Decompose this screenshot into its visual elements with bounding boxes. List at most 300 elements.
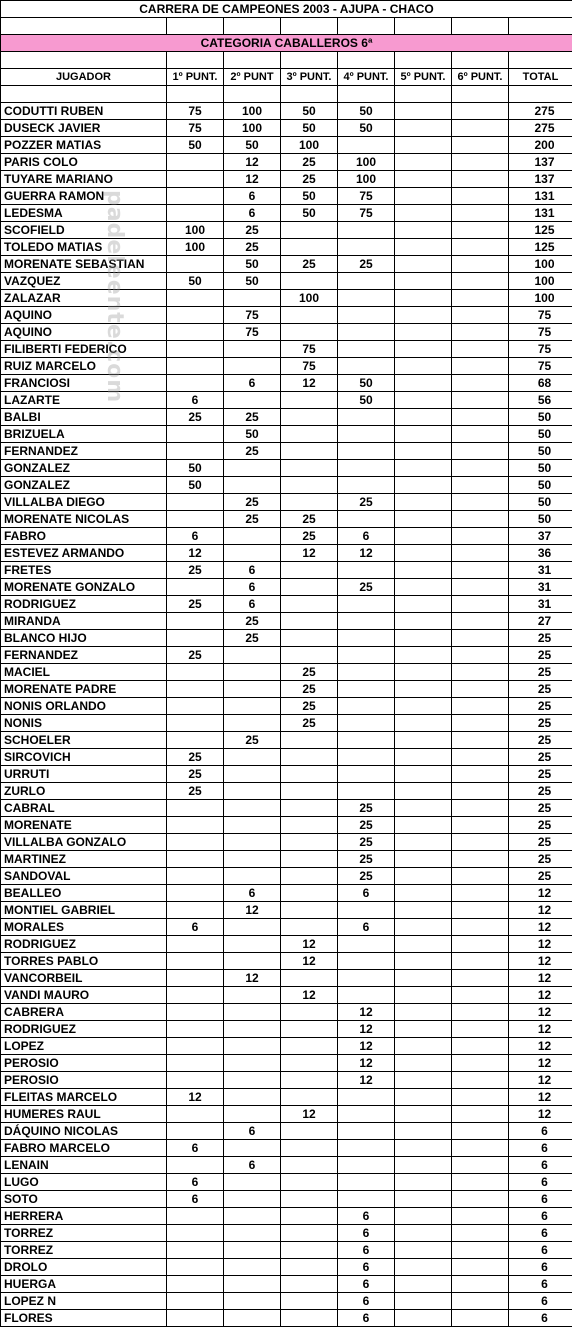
total-cell: 50 — [509, 443, 572, 460]
points-cell-6 — [452, 698, 509, 715]
table-row — [1, 222, 572, 239]
points-cell-1 — [167, 256, 224, 273]
points-cell-5 — [395, 1225, 452, 1242]
table-row — [1, 409, 572, 426]
points-cell-2: 12 — [224, 154, 281, 171]
table-row — [1, 307, 572, 324]
table-row — [1, 375, 572, 392]
player-name: GONZALEZ — [1, 477, 167, 494]
total-cell: 25 — [509, 851, 572, 868]
player-name: SOTO — [1, 1191, 167, 1208]
points-cell-4 — [338, 681, 395, 698]
points-cell-6 — [452, 647, 509, 664]
blank-cell — [395, 18, 452, 35]
player-name: MORALES — [1, 919, 167, 936]
points-cell-4: 6 — [338, 1208, 395, 1225]
blank-cell — [338, 86, 395, 103]
points-cell-1 — [167, 1259, 224, 1276]
points-cell-3: 25 — [281, 256, 338, 273]
points-cell-3 — [281, 970, 338, 987]
total-cell: 131 — [509, 205, 572, 222]
points-cell-2 — [224, 358, 281, 375]
points-cell-5 — [395, 987, 452, 1004]
points-cell-4 — [338, 698, 395, 715]
blank-cell — [338, 18, 395, 35]
table-row — [1, 749, 572, 766]
points-cell-4: 6 — [338, 528, 395, 545]
points-cell-3 — [281, 800, 338, 817]
points-cell-3 — [281, 1021, 338, 1038]
player-name: MIRANDA — [1, 613, 167, 630]
points-cell-5 — [395, 1021, 452, 1038]
points-cell-3 — [281, 630, 338, 647]
total-cell: 25 — [509, 817, 572, 834]
table-row — [1, 324, 572, 341]
total-cell: 6 — [509, 1276, 572, 1293]
points-cell-2: 12 — [224, 171, 281, 188]
points-cell-6 — [452, 1089, 509, 1106]
points-cell-3 — [281, 1208, 338, 1225]
points-cell-4 — [338, 664, 395, 681]
total-cell: 68 — [509, 375, 572, 392]
total-cell: 6 — [509, 1157, 572, 1174]
points-cell-3 — [281, 222, 338, 239]
total-cell: 50 — [509, 426, 572, 443]
points-cell-2 — [224, 664, 281, 681]
points-cell-4: 12 — [338, 1004, 395, 1021]
points-cell-4: 6 — [338, 885, 395, 902]
table-row — [1, 681, 572, 698]
points-cell-6 — [452, 1038, 509, 1055]
points-cell-4 — [338, 766, 395, 783]
player-name: TOLEDO MATIAS — [1, 239, 167, 256]
player-name: LEDESMA — [1, 205, 167, 222]
points-cell-4 — [338, 562, 395, 579]
points-cell-3: 25 — [281, 681, 338, 698]
points-cell-4 — [338, 290, 395, 307]
total-cell: 275 — [509, 120, 572, 137]
blank-cell — [509, 86, 572, 103]
points-cell-3 — [281, 239, 338, 256]
points-cell-5 — [395, 715, 452, 732]
points-cell-1 — [167, 341, 224, 358]
points-cell-3: 12 — [281, 987, 338, 1004]
total-cell: 12 — [509, 1106, 572, 1123]
player-name: LUGO — [1, 1174, 167, 1191]
total-cell: 75 — [509, 307, 572, 324]
points-cell-3: 12 — [281, 545, 338, 562]
points-cell-3: 75 — [281, 358, 338, 375]
points-cell-1 — [167, 664, 224, 681]
points-cell-3 — [281, 851, 338, 868]
points-cell-6 — [452, 1191, 509, 1208]
points-cell-1: 6 — [167, 1140, 224, 1157]
table-row — [1, 545, 572, 562]
blank-cell — [167, 52, 224, 69]
points-cell-5 — [395, 375, 452, 392]
points-cell-5 — [395, 630, 452, 647]
total-cell: 12 — [509, 970, 572, 987]
total-cell: 25 — [509, 715, 572, 732]
points-cell-6 — [452, 970, 509, 987]
header-row — [1, 69, 572, 86]
table-row — [1, 698, 572, 715]
points-cell-1 — [167, 494, 224, 511]
points-cell-5 — [395, 953, 452, 970]
table-row — [1, 1242, 572, 1259]
points-cell-4: 25 — [338, 579, 395, 596]
total-cell: 31 — [509, 562, 572, 579]
points-cell-1 — [167, 715, 224, 732]
points-cell-3 — [281, 579, 338, 596]
points-cell-6 — [452, 1004, 509, 1021]
table-row — [1, 528, 572, 545]
points-cell-3: 25 — [281, 528, 338, 545]
points-cell-4 — [338, 630, 395, 647]
points-cell-5 — [395, 103, 452, 120]
player-name: SCHOELER — [1, 732, 167, 749]
points-cell-1 — [167, 443, 224, 460]
points-cell-4: 25 — [338, 851, 395, 868]
points-cell-4 — [338, 1174, 395, 1191]
points-cell-1: 100 — [167, 239, 224, 256]
points-cell-1 — [167, 630, 224, 647]
points-cell-4: 12 — [338, 1055, 395, 1072]
points-cell-5 — [395, 613, 452, 630]
table-row — [1, 1123, 572, 1140]
points-cell-3: 25 — [281, 154, 338, 171]
points-cell-6 — [452, 1106, 509, 1123]
points-cell-1 — [167, 834, 224, 851]
points-cell-3 — [281, 766, 338, 783]
points-cell-2 — [224, 834, 281, 851]
points-cell-3 — [281, 647, 338, 664]
points-cell-2 — [224, 341, 281, 358]
points-cell-3 — [281, 1089, 338, 1106]
player-name: MONTIEL GABRIEL — [1, 902, 167, 919]
points-cell-6 — [452, 324, 509, 341]
player-name: GUERRA RAMON — [1, 188, 167, 205]
total-cell: 27 — [509, 613, 572, 630]
points-cell-2: 50 — [224, 137, 281, 154]
table-row — [1, 970, 572, 987]
table-row — [1, 341, 572, 358]
points-cell-2 — [224, 1310, 281, 1327]
points-cell-4 — [338, 222, 395, 239]
points-cell-1: 50 — [167, 477, 224, 494]
points-cell-6 — [452, 375, 509, 392]
points-cell-1 — [167, 307, 224, 324]
points-cell-5 — [395, 664, 452, 681]
points-cell-1: 6 — [167, 1191, 224, 1208]
total-cell: 125 — [509, 222, 572, 239]
points-cell-3 — [281, 1174, 338, 1191]
player-name: FERNANDEZ — [1, 443, 167, 460]
points-cell-1: 25 — [167, 409, 224, 426]
table-row — [1, 783, 572, 800]
points-cell-2 — [224, 460, 281, 477]
table-row — [1, 290, 572, 307]
points-cell-2 — [224, 1055, 281, 1072]
header-punt-3: 3º PUNT. — [281, 69, 338, 86]
points-cell-2 — [224, 392, 281, 409]
points-cell-6 — [452, 630, 509, 647]
points-cell-2 — [224, 1004, 281, 1021]
points-cell-4 — [338, 647, 395, 664]
table-row — [1, 154, 572, 171]
points-cell-5 — [395, 1174, 452, 1191]
points-cell-1: 25 — [167, 783, 224, 800]
table-row — [1, 494, 572, 511]
points-cell-2 — [224, 783, 281, 800]
player-name: MORENATE SEBASTIAN — [1, 256, 167, 273]
player-name: LOPEZ — [1, 1038, 167, 1055]
table-row — [1, 579, 572, 596]
points-cell-6 — [452, 120, 509, 137]
points-cell-3 — [281, 324, 338, 341]
points-cell-2 — [224, 1021, 281, 1038]
points-cell-3 — [281, 1276, 338, 1293]
points-cell-5 — [395, 290, 452, 307]
points-cell-6 — [452, 171, 509, 188]
points-cell-5 — [395, 596, 452, 613]
player-name: DUSECK JAVIER — [1, 120, 167, 137]
player-name: AQUINO — [1, 324, 167, 341]
player-name: HUERGA — [1, 1276, 167, 1293]
points-cell-3 — [281, 834, 338, 851]
header-punt-2: 2º PUNT — [224, 69, 281, 86]
total-cell: 12 — [509, 1089, 572, 1106]
points-cell-4 — [338, 1106, 395, 1123]
total-cell: 6 — [509, 1191, 572, 1208]
points-cell-4: 25 — [338, 494, 395, 511]
points-cell-6 — [452, 273, 509, 290]
table-row — [1, 953, 572, 970]
points-cell-1 — [167, 1072, 224, 1089]
points-cell-4: 6 — [338, 1225, 395, 1242]
table-row — [1, 1106, 572, 1123]
total-cell: 12 — [509, 902, 572, 919]
points-cell-6 — [452, 1174, 509, 1191]
points-cell-2 — [224, 1089, 281, 1106]
points-cell-3: 50 — [281, 205, 338, 222]
header-punt-5: 5º PUNT. — [395, 69, 452, 86]
blank-cell — [167, 18, 224, 35]
player-name: NONIS — [1, 715, 167, 732]
points-cell-4 — [338, 1089, 395, 1106]
points-cell-2 — [224, 528, 281, 545]
points-cell-3 — [281, 1242, 338, 1259]
points-cell-4: 12 — [338, 1038, 395, 1055]
table-row — [1, 1293, 572, 1310]
points-cell-2 — [224, 698, 281, 715]
points-cell-2 — [224, 936, 281, 953]
points-cell-3 — [281, 562, 338, 579]
points-cell-1 — [167, 1157, 224, 1174]
points-cell-1: 12 — [167, 545, 224, 562]
points-cell-4: 6 — [338, 1242, 395, 1259]
points-cell-3 — [281, 273, 338, 290]
player-name: VILLALBA GONZALO — [1, 834, 167, 851]
points-cell-2 — [224, 1293, 281, 1310]
table-row — [1, 715, 572, 732]
player-name: GONZALEZ — [1, 460, 167, 477]
points-cell-1: 50 — [167, 460, 224, 477]
player-name: VANDI MAURO — [1, 987, 167, 1004]
points-cell-6 — [452, 919, 509, 936]
player-name: ZALAZAR — [1, 290, 167, 307]
points-cell-4: 6 — [338, 1310, 395, 1327]
total-cell: 12 — [509, 1072, 572, 1089]
points-cell-1 — [167, 817, 224, 834]
table-row — [1, 171, 572, 188]
player-name: FRANCIOSI — [1, 375, 167, 392]
points-cell-6 — [452, 715, 509, 732]
total-cell: 50 — [509, 409, 572, 426]
total-cell: 75 — [509, 358, 572, 375]
player-name: POZZER MATIAS — [1, 137, 167, 154]
points-cell-2 — [224, 749, 281, 766]
points-cell-4 — [338, 511, 395, 528]
total-cell: 137 — [509, 154, 572, 171]
player-name: MORENATE PADRE — [1, 681, 167, 698]
points-cell-4: 50 — [338, 375, 395, 392]
table-row — [1, 834, 572, 851]
points-cell-3 — [281, 1259, 338, 1276]
player-name: CABRAL — [1, 800, 167, 817]
header-total: TOTAL — [509, 69, 572, 86]
points-cell-1 — [167, 885, 224, 902]
points-cell-6 — [452, 443, 509, 460]
points-cell-5 — [395, 222, 452, 239]
player-name: ESTEVEZ ARMANDO — [1, 545, 167, 562]
points-cell-1 — [167, 426, 224, 443]
points-cell-5 — [395, 1123, 452, 1140]
points-cell-5 — [395, 851, 452, 868]
points-cell-1 — [167, 1310, 224, 1327]
points-cell-2: 6 — [224, 562, 281, 579]
points-cell-4: 50 — [338, 392, 395, 409]
points-cell-2: 6 — [224, 596, 281, 613]
points-cell-6 — [452, 205, 509, 222]
points-cell-3: 12 — [281, 936, 338, 953]
player-name: RUIZ MARCELO — [1, 358, 167, 375]
points-cell-5 — [395, 528, 452, 545]
total-cell: 50 — [509, 511, 572, 528]
player-name: BLANCO HIJO — [1, 630, 167, 647]
player-name: VANCORBEIL — [1, 970, 167, 987]
points-cell-2 — [224, 715, 281, 732]
points-cell-6 — [452, 341, 509, 358]
points-cell-2 — [224, 290, 281, 307]
points-cell-5 — [395, 1310, 452, 1327]
points-cell-2: 25 — [224, 222, 281, 239]
points-cell-4 — [338, 358, 395, 375]
points-cell-5 — [395, 409, 452, 426]
points-cell-1 — [167, 1106, 224, 1123]
player-name: DÁQUINO NICOLAS — [1, 1123, 167, 1140]
points-cell-6 — [452, 1276, 509, 1293]
table-row — [1, 613, 572, 630]
total-cell: 12 — [509, 1021, 572, 1038]
points-cell-6 — [452, 851, 509, 868]
points-cell-2 — [224, 545, 281, 562]
points-cell-2 — [224, 1174, 281, 1191]
total-cell: 31 — [509, 596, 572, 613]
player-name: ZURLO — [1, 783, 167, 800]
player-name: SCOFIELD — [1, 222, 167, 239]
points-cell-1: 50 — [167, 273, 224, 290]
points-cell-4 — [338, 936, 395, 953]
points-cell-2 — [224, 817, 281, 834]
points-cell-1: 75 — [167, 120, 224, 137]
points-cell-6 — [452, 936, 509, 953]
points-cell-6 — [452, 902, 509, 919]
table-row — [1, 443, 572, 460]
total-cell: 25 — [509, 664, 572, 681]
points-cell-3: 50 — [281, 188, 338, 205]
points-cell-2: 25 — [224, 443, 281, 460]
points-cell-1 — [167, 1021, 224, 1038]
points-cell-5 — [395, 120, 452, 137]
points-cell-6 — [452, 494, 509, 511]
points-cell-3 — [281, 1004, 338, 1021]
points-cell-5 — [395, 1259, 452, 1276]
points-cell-1 — [167, 800, 224, 817]
table-row — [1, 562, 572, 579]
table-row — [1, 1310, 572, 1327]
points-cell-2: 12 — [224, 970, 281, 987]
points-cell-2: 6 — [224, 1157, 281, 1174]
total-cell: 25 — [509, 868, 572, 885]
points-cell-4 — [338, 460, 395, 477]
points-cell-1: 25 — [167, 562, 224, 579]
table-row — [1, 1055, 572, 1072]
points-cell-1 — [167, 732, 224, 749]
player-name: HUMERES RAUL — [1, 1106, 167, 1123]
total-cell: 12 — [509, 1004, 572, 1021]
points-cell-4 — [338, 596, 395, 613]
points-cell-1: 6 — [167, 919, 224, 936]
blank-row — [1, 86, 572, 103]
points-cell-5 — [395, 1106, 452, 1123]
points-cell-6 — [452, 1242, 509, 1259]
points-cell-4 — [338, 137, 395, 154]
total-cell: 36 — [509, 545, 572, 562]
points-cell-6 — [452, 307, 509, 324]
points-cell-5 — [395, 443, 452, 460]
points-cell-2: 12 — [224, 902, 281, 919]
points-cell-2 — [224, 800, 281, 817]
points-cell-1: 6 — [167, 528, 224, 545]
points-cell-5 — [395, 766, 452, 783]
points-cell-6 — [452, 613, 509, 630]
points-cell-2 — [224, 1225, 281, 1242]
total-cell: 6 — [509, 1310, 572, 1327]
points-cell-5 — [395, 1208, 452, 1225]
total-cell: 12 — [509, 885, 572, 902]
points-cell-5 — [395, 1089, 452, 1106]
points-cell-6 — [452, 834, 509, 851]
points-cell-6 — [452, 1293, 509, 1310]
total-cell: 56 — [509, 392, 572, 409]
points-cell-3 — [281, 1123, 338, 1140]
total-cell: 37 — [509, 528, 572, 545]
blank-cell — [395, 52, 452, 69]
points-cell-3 — [281, 885, 338, 902]
player-name: AQUINO — [1, 307, 167, 324]
points-cell-4 — [338, 783, 395, 800]
